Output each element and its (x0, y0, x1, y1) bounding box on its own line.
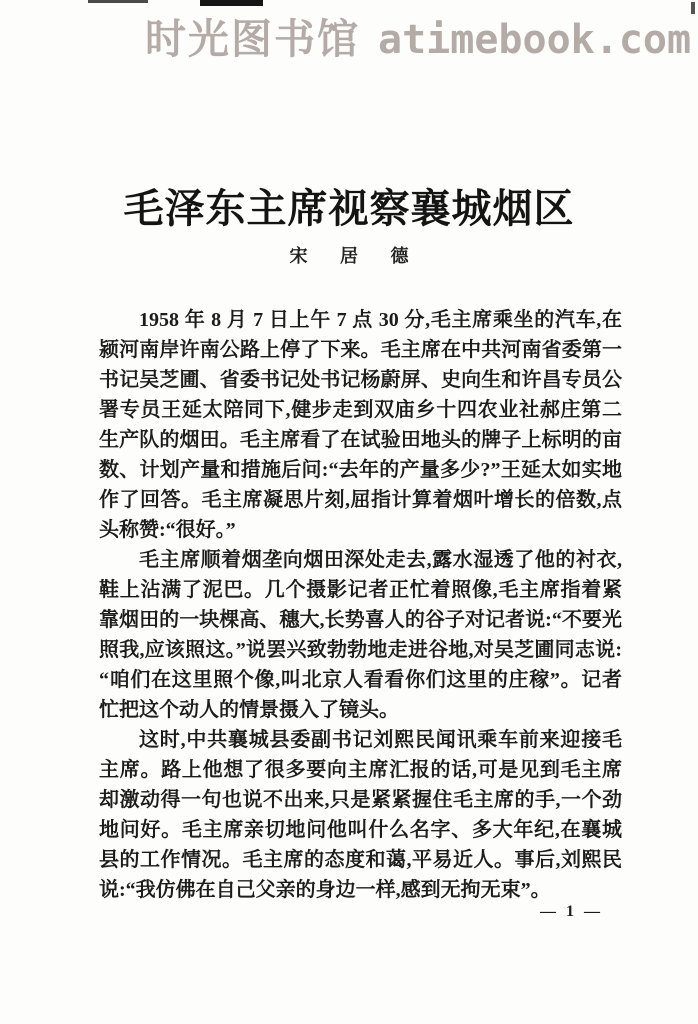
scan-artifact-tick (691, 2, 695, 14)
paragraph: 1958 年 8 月 7 日上午 7 点 30 分,毛主席乘坐的汽车,在颍河南岸许南公路上停了下来。毛主席在中共河南省委第一书记吴芝圃、省委书记处书记杨蔚屏、史向生和许昌专员公署专员王延太陪同下,健步走到双庙乡十四农业社郝庄第二生产队的烟田。毛主席看了在试验田地头的牌子上标明的亩数、计划产量和措施后问:“去年的产量多少?”王延太如实地作了回答。毛主席凝思片刻,屈指计算着烟叶增长的倍数,点头称赞:“很好。” (99, 309, 622, 541)
watermark-site-name: 时光图书馆 (145, 15, 360, 63)
scan-artifact-line (88, 0, 148, 3)
paragraph: 这时,中共襄城县委副书记刘熙民闻讯乘车前来迎接毛主席。路上他想了很多要向主席汇报的话,可是见到毛主席却激动得一句也说不出来,只是紧紧握住毛主席的手,一个劲地问好。毛主席亲切地问他叫什么名字、多大年纪,在襄城县的工作情况。毛主席的态度和蔼,平易近人。事后,刘熙民说:“我仿佛在自己父亲的身边一样,感到无拘无束”。 (99, 729, 622, 901)
paragraph: 毛主席顺着烟垄向烟田深处走去,露水湿透了他的衬衣,鞋上沾满了泥巴。几个摄影记者正忙着照像,毛主席指着紧靠烟田的一块棵高、穗大,长势喜人的谷子对记者说:“不要光照我,应该照这。”说罢兴致勃勃地走进谷地,对吴芝圃同志说:“咱们在这里照个像,叫北京人看看你们这里的庄稼”。记者忙把这个动人的情景摄入了镜头。 (99, 549, 622, 721)
article-title: 毛泽东主席视察襄城烟区 (123, 186, 575, 231)
watermark-site-url: atimebook.com (378, 17, 692, 63)
site-watermark (145, 6, 691, 65)
page-number: — 1 — (540, 903, 603, 920)
article-body (99, 305, 622, 905)
article-author: 宋 居 德 (289, 246, 423, 266)
